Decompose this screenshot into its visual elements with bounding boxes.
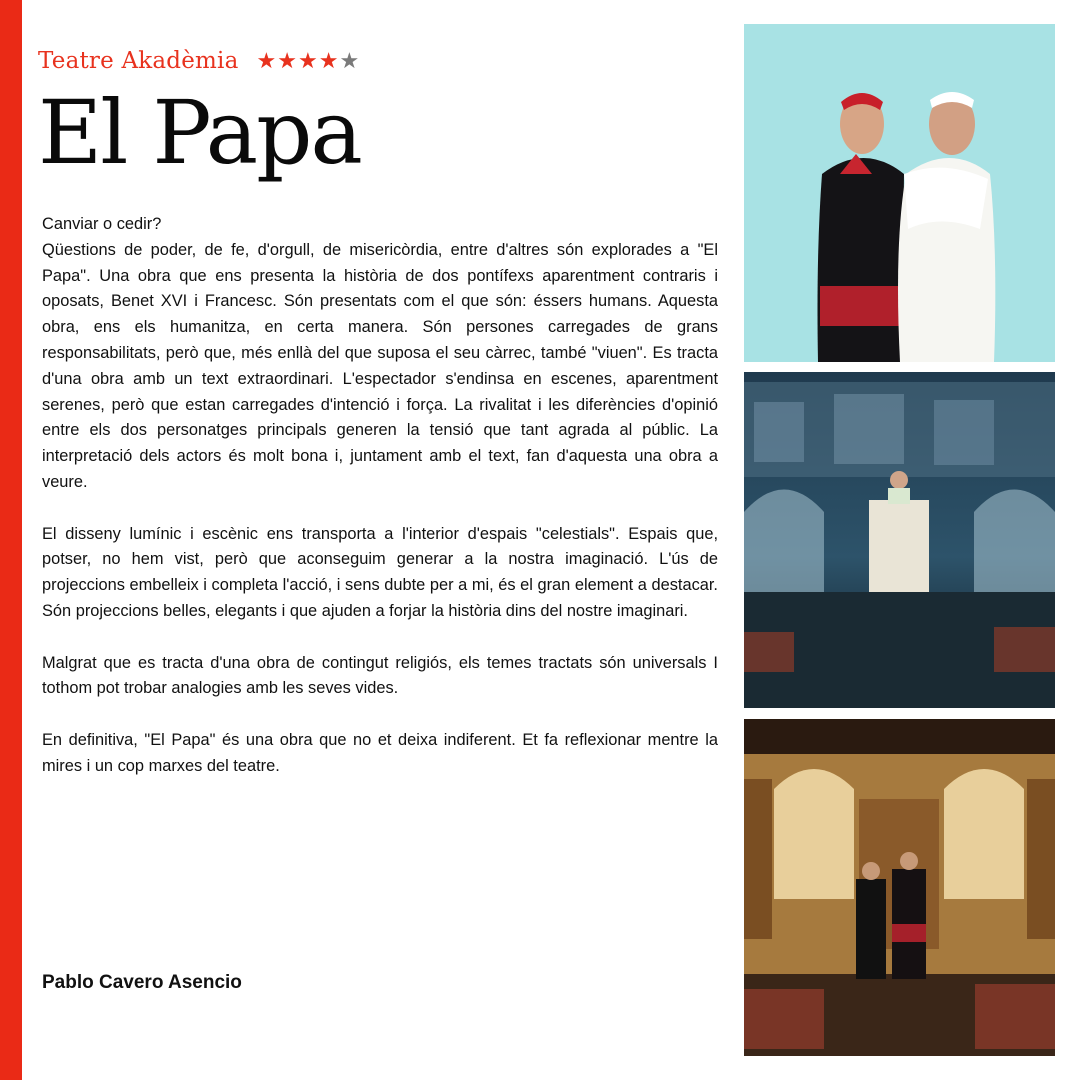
photo-stage-lectern xyxy=(744,372,1055,708)
red-accent-bar xyxy=(0,0,22,1080)
review-paragraph: Malgrat que es tracta d'una obra de contingut religiós, els temes tractats són universals I tothom pot trobar analogies amb les seves vides. xyxy=(42,653,718,698)
star-rating xyxy=(257,48,361,74)
photo-library-scene xyxy=(744,719,1055,1056)
star-icon: ★ xyxy=(256,48,278,73)
review-paragraph: Qüestions de poder, de fe, d'orgull, de misericòrdia, entre d'altres són explorades a "El Papa". Una obra que ens presenta la història de dos pontífexs aparentment contraris i oposats, Benet XVI i Francesc. Són presentats com el que són: éssers humans. Aquesta obra, ens els humanitza, en certa manera. Són persones carregades de grans responsabilitats, però que, més enllà del que suposa el seu càrrec, també "viuen". Es tracta d'una obra amb un text extraordinari. L'espectador s'endinsa en escenes, aparentment serenes, però que estan carregades d'intenció i força. La rivalitat i les diferències d'opinió entre els dos personatges principals generen la tensió que tant agrada al públic. La interpretació dels actors és molt bona i, juntament amb el text, fan d'aquesta una obra a veure. xyxy=(42,240,718,491)
author-name: Pablo Cavero Asencio xyxy=(42,972,242,993)
review-body xyxy=(42,212,718,805)
review-tagline: Canviar o cedir? xyxy=(42,215,162,233)
star-icon: ★ xyxy=(318,48,340,73)
venue-line xyxy=(38,48,360,74)
photo-two-pontiffs xyxy=(744,24,1055,362)
page-title: El Papa xyxy=(38,81,361,184)
review-paragraph: En definitiva, "El Papa" és una obra que no et deixa indiferent. Et fa reflexionar mentre la mires i un cop marxes del teatre. xyxy=(42,730,718,775)
venue-name: Teatre Akadèmia xyxy=(38,48,239,74)
review-paragraph: El disseny lumínic i escènic ens transporta a l'interior d'espais "celestials". Espais que, potser, no hem vist, però que aconseguim generar a la nostra imaginació. L'ús de projeccions embelleix i completa l'acció, i sens dubte per a mi, és el gran element a destacar. Són projeccions belles, elegants i que ajuden a forjar la història dins del nostre imaginari. xyxy=(42,524,718,620)
star-empty-icon: ★ xyxy=(339,48,361,73)
star-icon: ★ xyxy=(297,48,319,73)
star-icon: ★ xyxy=(277,48,298,73)
